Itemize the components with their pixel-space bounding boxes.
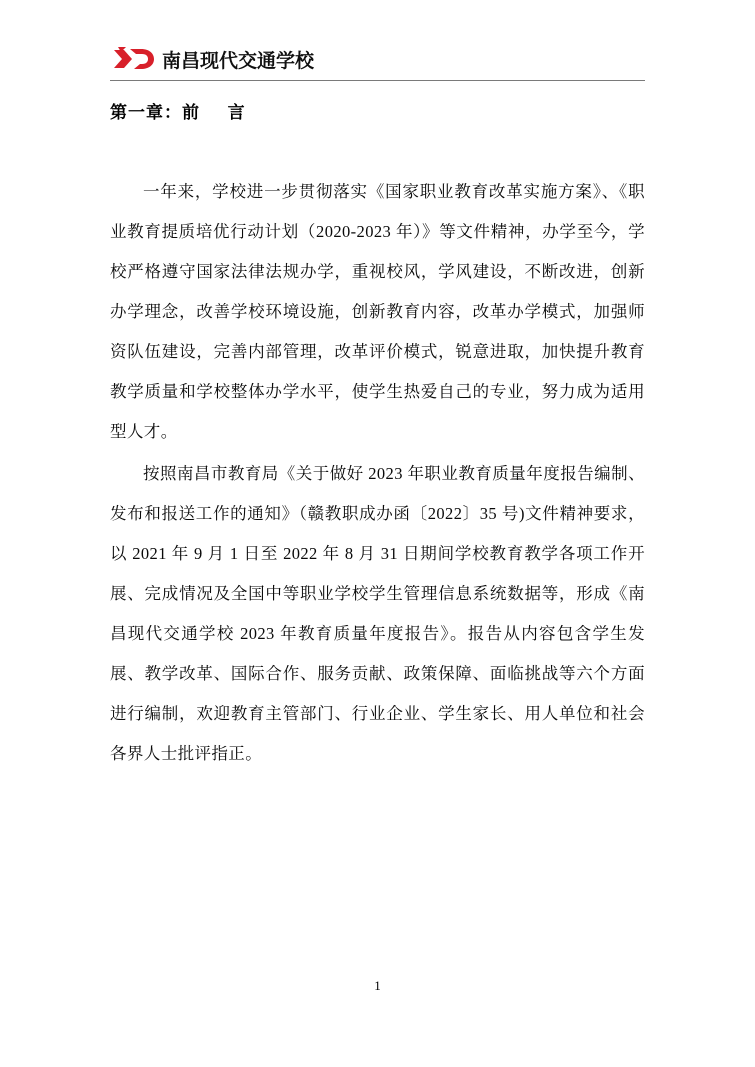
- paragraph-2: 按照南昌市教育局《关于做好 2023 年职业教育质量年度报告编制、发布和报送工作的通知》（赣教职成办函〔2022〕35 号)文件精神要求，以 2021 年 9 月 1 日至 2022 年 8 月 31 日期间学校教育教学各项工作开展、完成情况及全国中等职业学校学生管理信息系统数据等，形成《南昌现代交通学校 2023 年教育质量年度报告》。报告从内容包含学生发展、教学改革、国际合作、服务贡献、政策保障、面临挑战等六个方面进行编制，欢迎教育主管部门、行业企业、学生家长、用人单位和社会各界人士批评指正。: [110, 464, 645, 763]
- school-name: 南昌现代交通学校: [162, 49, 315, 72]
- paragraph-1: 一年来，学校进一步贯彻落实《国家职业教育改革实施方案》、《职业教育提质培优行动计划（2020-2023 年）》等文件精神，办学至今，学校严格遵守国家法律法规办学，重视校风，学风建设，不断改进，创新办学理念，改善学校环境设施，创新教育内容，改革办学模式，加强师资队伍建设，完善内部管理，改革评价模式，锐意进取，加快提升教育教学质量和学校整体办学水平，使学生热爱自己的专业，努力成为适用型人才。: [110, 182, 645, 441]
- header-content: [110, 40, 645, 78]
- page-number: 1: [374, 978, 381, 993]
- chapter-title: 第一章：前 言: [110, 103, 246, 123]
- document-header: [110, 40, 645, 82]
- document-body: [110, 172, 645, 774]
- xd-logo-icon: [110, 44, 156, 74]
- header-divider: [110, 80, 645, 81]
